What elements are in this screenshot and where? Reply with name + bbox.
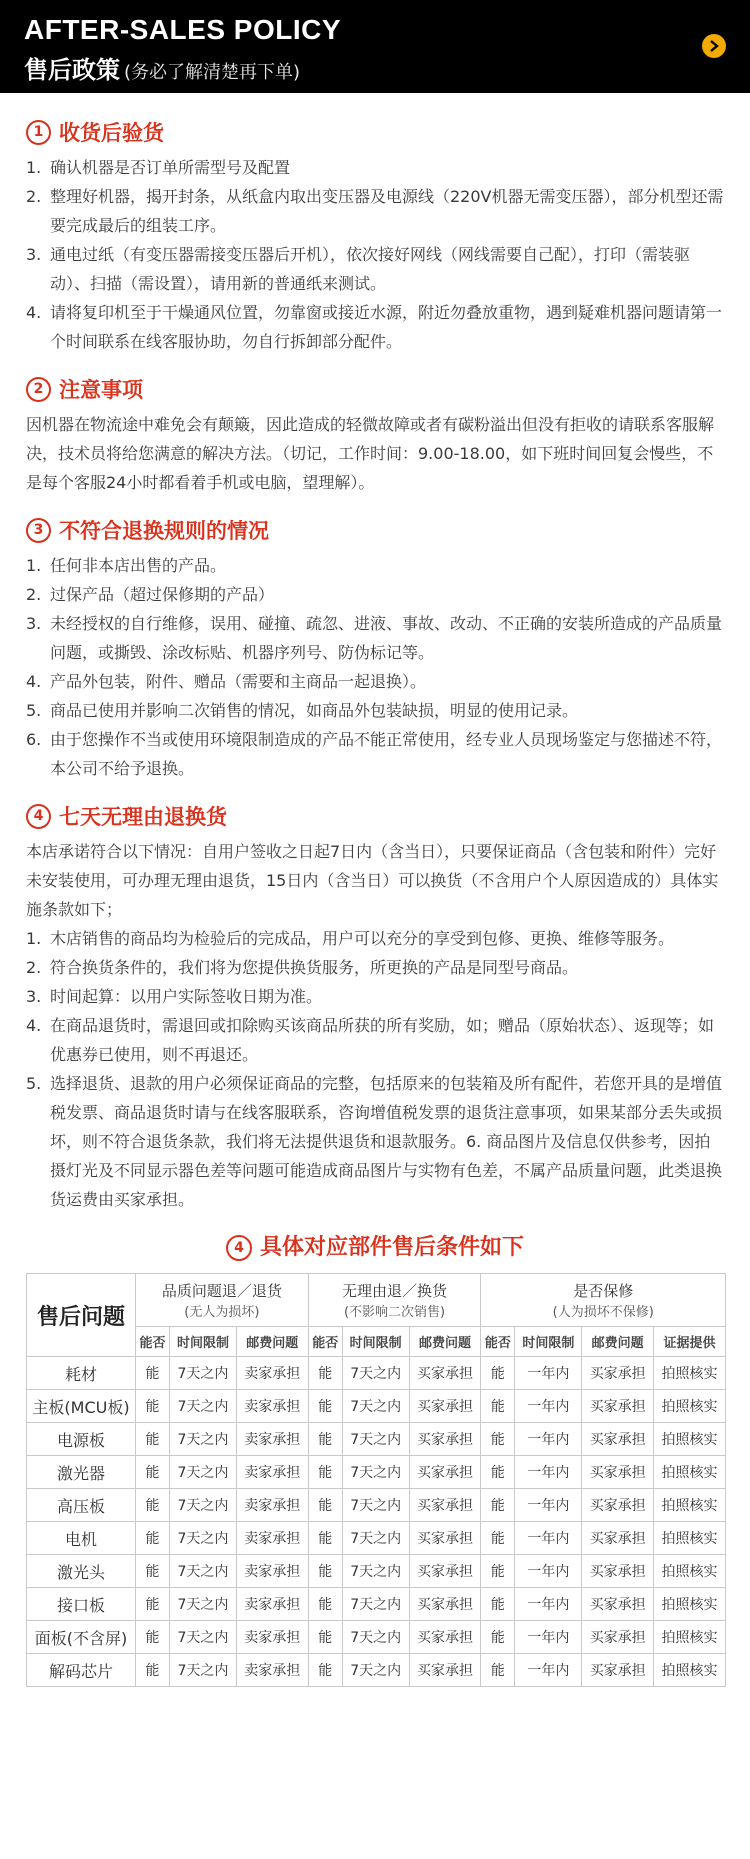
table-row-name: 激光器 bbox=[27, 1456, 136, 1489]
item-text: 木店销售的商品均为检验后的完成品，用户可以充分的享受到包修、更换、维修等服务。 bbox=[50, 929, 675, 948]
table-cell: 7天之内 bbox=[170, 1555, 237, 1588]
table-cell: 能 bbox=[136, 1489, 170, 1522]
table-cell: 一年内 bbox=[515, 1489, 582, 1522]
table-cell: 7天之内 bbox=[342, 1555, 409, 1588]
table-cell: 能 bbox=[136, 1357, 170, 1390]
list-item bbox=[26, 696, 724, 725]
table-row bbox=[27, 1654, 726, 1687]
table-cell: 能 bbox=[481, 1522, 515, 1555]
table-cell: 7天之内 bbox=[170, 1621, 237, 1654]
item-number: 4. bbox=[26, 303, 42, 322]
table-row-name: 电源板 bbox=[27, 1423, 136, 1456]
item-text: 由于您操作不当或使用环境限制造成的产品不能正常使用，经专业人员现场鉴定与您描述不符，本公司不给予退换。 bbox=[50, 730, 723, 778]
table-title bbox=[26, 1230, 724, 1261]
table-column-header: 时间限制 bbox=[342, 1327, 409, 1357]
section-4-title-text: 七天无理由退换货 bbox=[59, 805, 227, 829]
table-cell: 能 bbox=[136, 1588, 170, 1621]
table-cell: 能 bbox=[308, 1489, 342, 1522]
item-text: 产品外包装，附件、赠品（需要和主商品一起退换）。 bbox=[50, 672, 427, 691]
table-cell: 拍照核实 bbox=[654, 1621, 726, 1654]
table-cell: 拍照核实 bbox=[654, 1456, 726, 1489]
table-cell: 能 bbox=[481, 1555, 515, 1588]
table-cell: 买家承担 bbox=[409, 1654, 481, 1687]
table-column-header: 能否 bbox=[308, 1327, 342, 1357]
table-cell: 能 bbox=[136, 1423, 170, 1456]
group-title: 品质问题退／退货 bbox=[161, 1282, 282, 1300]
table-cell: 买家承担 bbox=[582, 1456, 654, 1489]
table-cell: 拍照核实 bbox=[654, 1588, 726, 1621]
item-text: 通电过纸（有变压器需接变压器后开机），依次接好网线（网线需要自己配），打印（需装驱动）、扫描（需设置），请用新的普通纸来测试。 bbox=[50, 245, 691, 293]
table-row-name: 面板(不含屏) bbox=[27, 1621, 136, 1654]
section-1-list bbox=[26, 153, 724, 356]
section-1-title-text: 收货后验货 bbox=[59, 121, 164, 145]
table-cell: 拍照核实 bbox=[654, 1357, 726, 1390]
table-body bbox=[27, 1357, 726, 1687]
table-cell: 卖家承担 bbox=[236, 1621, 308, 1654]
section-2-title-text: 注意事项 bbox=[59, 378, 143, 402]
group-subtitle: (人为损坏不保修) bbox=[552, 1305, 654, 1320]
item-number: 4. bbox=[26, 672, 42, 691]
table-row bbox=[27, 1588, 726, 1621]
table-cell: 买家承担 bbox=[409, 1357, 481, 1390]
table-cell: 能 bbox=[481, 1489, 515, 1522]
group-title: 无理由退／换货 bbox=[342, 1282, 448, 1300]
section-4-title bbox=[26, 801, 724, 831]
table-column-header: 能否 bbox=[481, 1327, 515, 1357]
table-cell: 7天之内 bbox=[170, 1522, 237, 1555]
table-cell: 拍照核实 bbox=[654, 1390, 726, 1423]
table-cell: 一年内 bbox=[515, 1357, 582, 1390]
list-item bbox=[26, 982, 724, 1011]
table-row-name: 接口板 bbox=[27, 1588, 136, 1621]
item-text: 整理好机器，揭开封条，从纸盒内取出变压器及电源线（220V机器无需变压器），部分机型还需要完成最后的组装工序。 bbox=[50, 187, 724, 235]
section-4-list bbox=[26, 924, 724, 1214]
section-1-number: 1 bbox=[26, 120, 51, 145]
table-cell: 拍照核实 bbox=[654, 1489, 726, 1522]
table-cell: 7天之内 bbox=[170, 1588, 237, 1621]
table-cell: 卖家承担 bbox=[236, 1456, 308, 1489]
table-cell: 拍照核实 bbox=[654, 1555, 726, 1588]
table-cell: 能 bbox=[136, 1522, 170, 1555]
item-text: 商品已使用并影响二次销售的情况，如商品外包装缺损，明显的使用记录。 bbox=[50, 701, 579, 720]
table-cell: 7天之内 bbox=[170, 1654, 237, 1687]
table-cell: 7天之内 bbox=[342, 1588, 409, 1621]
item-number: 5. bbox=[26, 701, 42, 720]
table-cell: 卖家承担 bbox=[236, 1654, 308, 1687]
table-cell: 买家承担 bbox=[409, 1522, 481, 1555]
table-cell: 能 bbox=[308, 1357, 342, 1390]
table-cell: 买家承担 bbox=[582, 1621, 654, 1654]
item-text: 确认机器是否订单所需型号及配置 bbox=[50, 158, 291, 177]
section-3-title-text: 不符合退换规则的情况 bbox=[59, 519, 269, 543]
table-cell: 一年内 bbox=[515, 1588, 582, 1621]
table-cell: 能 bbox=[308, 1654, 342, 1687]
page-title-en: AFTER-SALES POLICY bbox=[24, 14, 342, 45]
item-text: 过保产品（超过保修期的产品） bbox=[50, 585, 275, 604]
table-cell: 能 bbox=[481, 1423, 515, 1456]
item-number: 2. bbox=[26, 187, 42, 206]
table-cell: 能 bbox=[481, 1621, 515, 1654]
table-group-header bbox=[308, 1274, 481, 1327]
table-cell: 买家承担 bbox=[582, 1489, 654, 1522]
page-header bbox=[0, 0, 750, 93]
table-cell: 买家承担 bbox=[582, 1423, 654, 1456]
table-row bbox=[27, 1390, 726, 1423]
list-item bbox=[26, 667, 724, 696]
table-cell: 7天之内 bbox=[170, 1456, 237, 1489]
table-cell: 买家承担 bbox=[409, 1489, 481, 1522]
table-column-header: 邮费问题 bbox=[582, 1327, 654, 1357]
table-cell: 7天之内 bbox=[342, 1621, 409, 1654]
table-cell: 7天之内 bbox=[342, 1357, 409, 1390]
table-cell: 7天之内 bbox=[342, 1390, 409, 1423]
table-cell: 7天之内 bbox=[342, 1456, 409, 1489]
item-text: 未经授权的自行维修，误用、碰撞、疏忽、进液、事故、改动、不正确的安装所造成的产品质量问题，或撕毁、涂改标贴、机器序列号、防伪标记等。 bbox=[50, 614, 723, 662]
list-item bbox=[26, 924, 724, 953]
page-title-cn-main: 售后政策 bbox=[24, 56, 120, 84]
list-item bbox=[26, 153, 724, 182]
table-cell: 能 bbox=[136, 1654, 170, 1687]
table-cell: 买家承担 bbox=[582, 1390, 654, 1423]
item-number: 5. bbox=[26, 1074, 42, 1093]
table-cell: 能 bbox=[308, 1588, 342, 1621]
table-cell: 能 bbox=[308, 1555, 342, 1588]
list-item bbox=[26, 240, 724, 298]
table-cell: 买家承担 bbox=[409, 1423, 481, 1456]
table-column-header: 证据提供 bbox=[654, 1327, 726, 1357]
section-3-list bbox=[26, 551, 724, 783]
item-text: 时间起算：以用户实际签收日期为准。 bbox=[50, 987, 323, 1006]
policy-content bbox=[0, 93, 750, 1687]
table-cell: 7天之内 bbox=[342, 1489, 409, 1522]
table-cell: 买家承担 bbox=[409, 1390, 481, 1423]
table-cell: 能 bbox=[308, 1456, 342, 1489]
table-column-header: 能否 bbox=[136, 1327, 170, 1357]
table-cell: 买家承担 bbox=[582, 1357, 654, 1390]
table-cell: 买家承担 bbox=[582, 1588, 654, 1621]
item-number: 1. bbox=[26, 929, 42, 948]
group-subtitle: (不影响二次销售) bbox=[343, 1305, 446, 1320]
table-cell: 能 bbox=[308, 1522, 342, 1555]
list-item bbox=[26, 551, 724, 580]
table-cell: 卖家承担 bbox=[236, 1423, 308, 1456]
table-cell: 能 bbox=[136, 1456, 170, 1489]
table-cell: 一年内 bbox=[515, 1555, 582, 1588]
table-cell: 能 bbox=[481, 1456, 515, 1489]
table-cell: 一年内 bbox=[515, 1621, 582, 1654]
item-number: 1. bbox=[26, 556, 42, 575]
table-cell: 卖家承担 bbox=[236, 1522, 308, 1555]
table-cell: 卖家承担 bbox=[236, 1588, 308, 1621]
table-cell: 拍照核实 bbox=[654, 1522, 726, 1555]
table-cell: 卖家承担 bbox=[236, 1390, 308, 1423]
table-cell: 一年内 bbox=[515, 1423, 582, 1456]
section-3-title bbox=[26, 515, 724, 545]
page-title-cn bbox=[24, 50, 300, 85]
group-subtitle: (无人为损坏) bbox=[184, 1305, 260, 1320]
table-row bbox=[27, 1522, 726, 1555]
item-number: 3. bbox=[26, 245, 42, 264]
list-item bbox=[26, 1069, 724, 1214]
table-row-name: 主板(MCU板) bbox=[27, 1390, 136, 1423]
table-cell: 买家承担 bbox=[582, 1654, 654, 1687]
section-4-intro: 本店承诺符合以下情况：自用户签收之日起7日内（含当日），只要保证商品（含包装和附件）完好未安装使用，可办理无理由退货，15日内（含当日）可以换货（不含用户个人原因造成的）具体实施条款如下； bbox=[26, 842, 719, 919]
section-2-text: 因机器在物流途中难免会有颠簸，因此造成的轻微故障或者有碳粉溢出但没有拒收的请联系客服解决，技术员将给您满意的解决方法。（切记，工作时间：9.00-18.00，如下班时间回复会慢些，不是每个客服24小时都看着手机或电脑，望理解）。 bbox=[26, 415, 715, 492]
table-title-number: 4 bbox=[226, 1235, 252, 1261]
table-cell: 买家承担 bbox=[582, 1522, 654, 1555]
section-3-number: 3 bbox=[26, 518, 51, 543]
table-cell: 能 bbox=[136, 1555, 170, 1588]
list-item bbox=[26, 182, 724, 240]
table-cell: 能 bbox=[308, 1390, 342, 1423]
table-cell: 能 bbox=[136, 1621, 170, 1654]
item-text: 请将复印机至于干燥通风位置，勿靠窗或接近水源，附近勿叠放重物，遇到疑难机器问题请第一个时间联系在线客服协助，勿自行拆卸部分配件。 bbox=[50, 303, 723, 351]
table-title-text: 具体对应部件售后条件如下 bbox=[259, 1235, 524, 1260]
table-row bbox=[27, 1621, 726, 1654]
table-cell: 能 bbox=[308, 1423, 342, 1456]
table-row bbox=[27, 1423, 726, 1456]
table-cell: 一年内 bbox=[515, 1654, 582, 1687]
table-cell: 一年内 bbox=[515, 1522, 582, 1555]
table-cell: 7天之内 bbox=[170, 1489, 237, 1522]
list-item bbox=[26, 1011, 724, 1069]
table-cell: 卖家承担 bbox=[236, 1357, 308, 1390]
table-row-name: 耗材 bbox=[27, 1357, 136, 1390]
table-rowname-header: 售后问题 bbox=[27, 1274, 136, 1357]
table-cell: 能 bbox=[481, 1357, 515, 1390]
table-row-name: 高压板 bbox=[27, 1489, 136, 1522]
table-cell: 买家承担 bbox=[409, 1555, 481, 1588]
item-text: 任何非本店出售的产品。 bbox=[50, 556, 227, 575]
group-title: 是否保修 bbox=[573, 1282, 634, 1300]
table-cell: 买家承担 bbox=[409, 1456, 481, 1489]
item-number: 2. bbox=[26, 585, 42, 604]
page-subtitle-cn: (务必了解清楚再下单) bbox=[124, 62, 301, 83]
table-column-header: 时间限制 bbox=[515, 1327, 582, 1357]
table-cell: 能 bbox=[481, 1654, 515, 1687]
list-item bbox=[26, 298, 724, 356]
table-cell: 7天之内 bbox=[342, 1423, 409, 1456]
item-text: 在商品退货时，需退回或扣除购买该商品所获的所有奖励，如；赠品（原始状态）、返现等；如优惠券已使用，则不再退还。 bbox=[50, 1016, 715, 1064]
section-2-title bbox=[26, 374, 724, 404]
table-group-header bbox=[481, 1274, 726, 1327]
table-cell: 7天之内 bbox=[170, 1423, 237, 1456]
list-item bbox=[26, 580, 724, 609]
table-cell: 能 bbox=[481, 1390, 515, 1423]
table-cell: 买家承担 bbox=[409, 1621, 481, 1654]
table-row bbox=[27, 1357, 726, 1390]
section-2-number: 2 bbox=[26, 377, 51, 402]
table-column-header: 邮费问题 bbox=[409, 1327, 481, 1357]
table-cell: 拍照核实 bbox=[654, 1423, 726, 1456]
item-number: 2. bbox=[26, 958, 42, 977]
table-column-header: 时间限制 bbox=[170, 1327, 237, 1357]
item-number: 4. bbox=[26, 1016, 42, 1035]
table-cell: 买家承担 bbox=[409, 1588, 481, 1621]
section-4-number: 4 bbox=[26, 804, 51, 829]
table-cell: 卖家承担 bbox=[236, 1555, 308, 1588]
table-cell: 拍照核实 bbox=[654, 1654, 726, 1687]
table-row-name: 解码芯片 bbox=[27, 1654, 136, 1687]
table-cell: 7天之内 bbox=[342, 1654, 409, 1687]
table-cell: 能 bbox=[481, 1588, 515, 1621]
list-item bbox=[26, 725, 724, 783]
table-cell: 买家承担 bbox=[582, 1555, 654, 1588]
item-text: 符合换货条件的，我们将为您提供换货服务，所更换的产品是同型号商品。 bbox=[50, 958, 579, 977]
item-number: 3. bbox=[26, 614, 42, 633]
table-cell: 能 bbox=[308, 1621, 342, 1654]
item-number: 6. bbox=[26, 730, 42, 749]
table-cell: 7天之内 bbox=[342, 1522, 409, 1555]
list-item bbox=[26, 609, 724, 667]
chevron-right-icon[interactable] bbox=[702, 34, 726, 58]
table-cell: 一年内 bbox=[515, 1390, 582, 1423]
table-cell: 卖家承担 bbox=[236, 1489, 308, 1522]
table-cell: 能 bbox=[136, 1390, 170, 1423]
table-column-header: 邮费问题 bbox=[236, 1327, 308, 1357]
table-row bbox=[27, 1456, 726, 1489]
list-item bbox=[26, 953, 724, 982]
after-sales-table bbox=[26, 1273, 726, 1687]
item-number: 3. bbox=[26, 987, 42, 1006]
item-text: 选择退货、退款的用户必须保证商品的完整，包括原来的包装箱及所有配件，若您开具的是增值税发票、商品退货时请与在线客服联系，咨询增值税发票的退货注意事项，如果某部分丢失或损坏，则不符合退货条款，我们将无法提供退货和退款服务。6. 商品图片及信息仅供参考，因拍摄灯光及不同显示器色差等问题可能造成商品图片与实物有色差，不属产品质量问题，此类退换货运费由买家承担。 bbox=[50, 1074, 723, 1209]
table-cell: 7天之内 bbox=[170, 1390, 237, 1423]
table-cell: 一年内 bbox=[515, 1456, 582, 1489]
section-1-title bbox=[26, 117, 724, 147]
table-row-name: 电机 bbox=[27, 1522, 136, 1555]
table-row-name: 激光头 bbox=[27, 1555, 136, 1588]
table-row bbox=[27, 1555, 726, 1588]
table-cell: 7天之内 bbox=[170, 1357, 237, 1390]
table-row bbox=[27, 1489, 726, 1522]
table-group-header bbox=[136, 1274, 309, 1327]
item-number: 1. bbox=[26, 158, 42, 177]
